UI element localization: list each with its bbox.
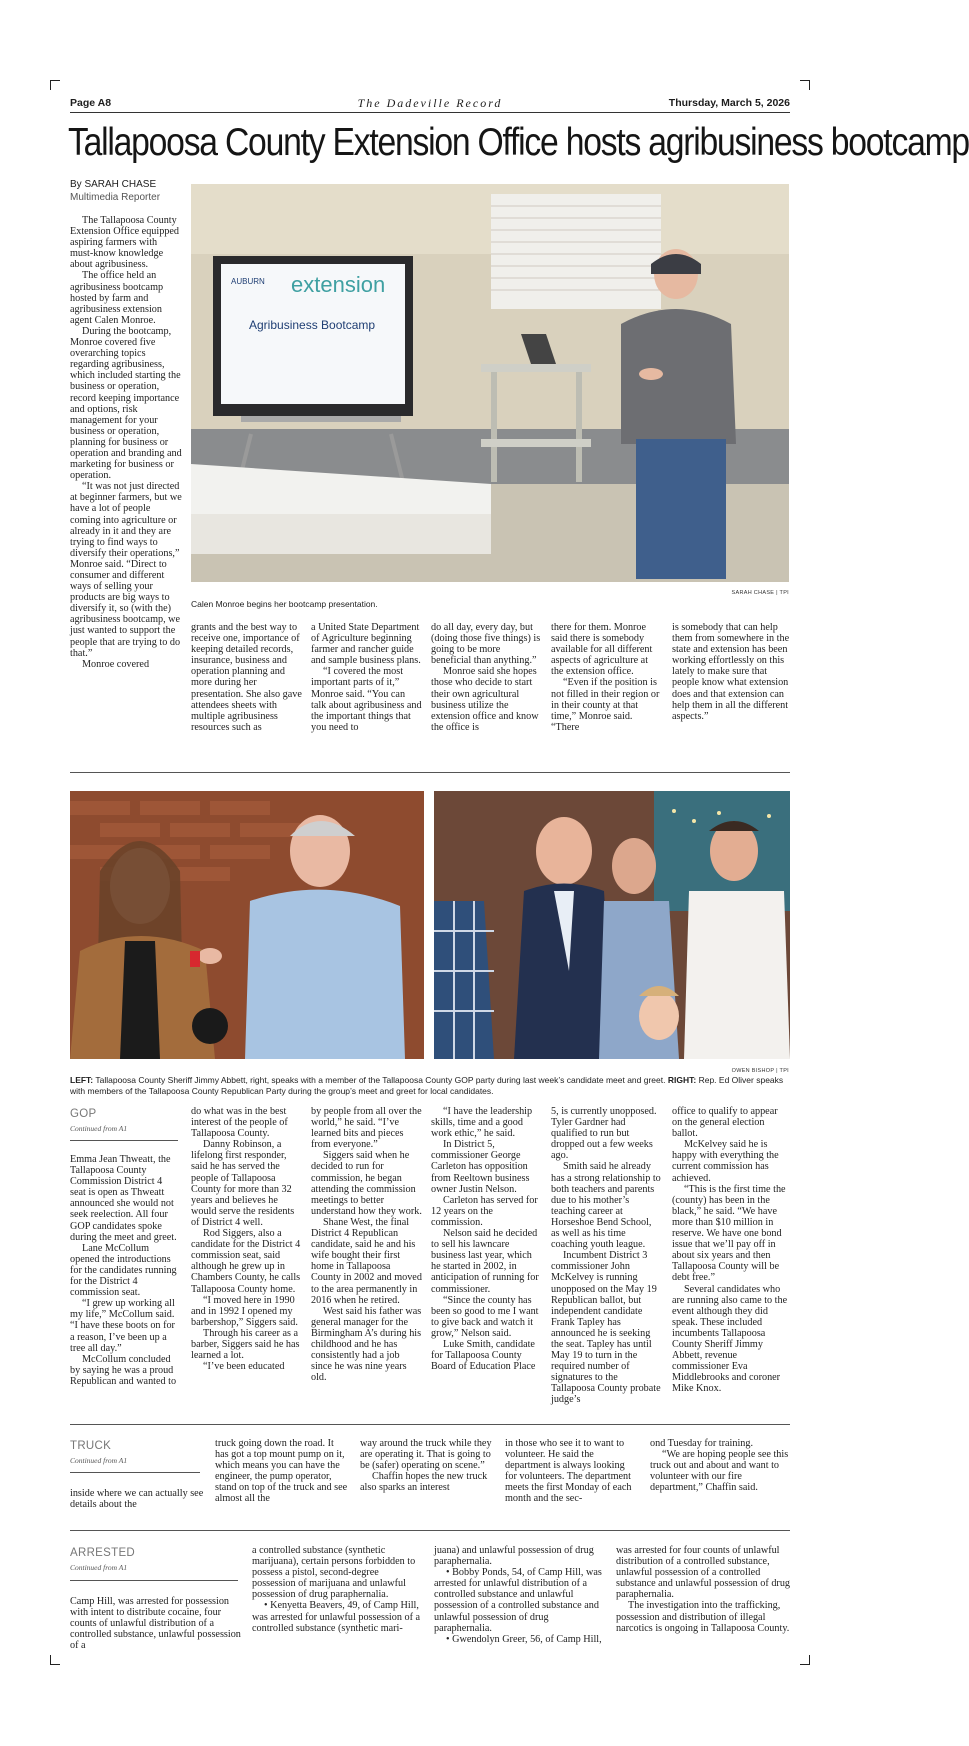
gop-jump-continued: Continued from A1 [70,1124,128,1133]
issue-date: Thursday, March 5, 2026 [668,97,790,109]
gop-paragraph: Shane West, the final District 4 Republican candidate, said he and his wife bought their first home in Tallapoosa County in 2002 and moved to the area permanently in 2016 when he retired. [311,1216,422,1306]
truck-jump-continued: Continued from A1 [70,1456,128,1465]
gop-paragraph: “I moved here in 1990 and in 1992 I opened my barbershop,” Siggers said. [191,1294,298,1328]
gop-jump-rule [70,1140,178,1141]
arrested-column-2 [252,1545,424,1634]
arrested-paragraph: Camp Hill, was arrested for possession with intent to distribute cocaine, four counts of unlawful distribution of a controlled substance, unlawful possession of a [70,1596,241,1652]
gop-column-2 [191,1106,302,1372]
crop-mark-bottom-right [800,1655,810,1665]
gop-paragraph: Luke Smith, candidate for Tallapoosa County Board of Education Place [431,1338,536,1373]
bootcamp-photo-caption: Calen Monroe begins her bootcamp presentation. [191,599,378,609]
article-paragraph: The Tallapoosa County Extension Office equipped aspiring farmers with must-know knowledge about agribusiness. [70,215,180,271]
truck-paragraph: Chaffin hopes the new truck also sparks an interest [360,1471,488,1494]
article-paragraph: “I covered the most important parts of it,” Monroe said. “You can talk about agribusiness and the important things that you need to [311,666,422,733]
gop-left-photo [70,791,424,1059]
arrested-column-4 [616,1545,790,1634]
truck-paragraph: “We are hoping people see this truck out and about and want to volunteer with our fire department,” Chaffin said. [650,1449,789,1494]
gop-paragraph: 5, is currently unopposed. Tyler Gardner had qualified to run but dropped out a few weeks ago. [551,1106,657,1162]
arrested-jump-continued: Continued from A1 [70,1563,128,1572]
article-paragraph: there for them. Monroe said there is somebody available for all different aspects of agriculture at the extension office. [551,622,653,678]
crop-mark-top-left [50,80,60,90]
gop-paragraph: office to qualify to appear on the general election ballot. [672,1106,778,1140]
gop-paragraph: “This is the first time the (county) has been in the black,” he said. “We have more than $10 million in reserve. We have one bond issue that we’ll pay off in about six years and then Tallapoosa County will be debt free.” [672,1183,786,1284]
page-number: Page A8 [70,97,112,109]
section-rule [70,772,790,773]
crop-mark-bottom-left [50,1655,60,1665]
byline-role: Multimedia Reporter [70,192,161,203]
gop-paragraph: do what was in the best interest of the people of Tallapoosa County. [191,1106,288,1140]
truck-jump-rule [70,1472,200,1473]
caption-left-text: Tallapoosa County Sheriff Jimmy Abbett, right, speaks with a member of the Tallapoosa County GOP party during last week’s candidate meet and greet. [95,1075,666,1085]
article-paragraph: do all day, every day, but (doing those five things) is going to be more beneficial than anything.” [431,622,541,667]
folio-rule [70,112,790,113]
gop-paragraph: McCollum concluded by saying he was a proud Republican and wanted to [70,1353,177,1387]
gop-right-photo-illustration [434,791,790,1059]
screen-title-text: Agribusiness Bootcamp [249,318,376,332]
caption-right-text: Rep. Ed Oliver speaks with members of the Tallapoosa County Republican Party during the group’s meet and greet for local candidates. [70,1075,784,1096]
article-paragraph: The office held an agribusiness bootcamp hosted by farm and agribusiness extension agent Calen Monroe. [70,270,164,326]
article-column-2 [191,622,302,733]
gop-paragraph: “I’ve been educated [203,1361,285,1373]
gop-paragraph: by people from all over the world,” he said. “I’ve learned bits and pieces from everyone.” [311,1106,422,1151]
gop-paragraph: McKelvey said he is happy with everything the current commission has achieved. [672,1139,779,1184]
arrested-paragraph: • Kenyetta Beavers, 49, of Camp Hill, was arrested for unlawful possession of a controlled substance (synthetic mari- [252,1600,421,1634]
caption-left-label: LEFT: [70,1075,94,1085]
gop-paragraph: In District 5, commissioner George Carleton has opposition from Reeltown business owner Justin Nelson. [431,1139,530,1195]
truck-jump-head: TRUCK [70,1440,112,1452]
gop-paragraph: Siggers said when he decided to run for commission, he began attending the commission meetings to better understand how they work. [311,1150,422,1217]
gop-left-photo-illustration [70,791,424,1059]
article-column-4 [431,622,542,733]
gop-paragraph: “I grew up working all my life,” McCollum said. “I have these boots on for a reason, I’ve been up a tree all day.” [70,1298,175,1354]
article-paragraph: During the bootcamp, Monroe covered five overarching topics regarding agribusiness, which included starting the business or operation, record keeping importance and options, risk management for your business or operation, planning for business or operation and branding and marketing for business or operation. [70,325,182,482]
gop-paragraph: Several candidates who are running also came to the event although they did speak. These included incumbents Tallapoosa County Sheriff Jimmy Abbett, revenue commissioner Eva Middlebrooks and coroner Mike Knox. [672,1283,788,1395]
truck-paragraph: in those who see it to want to volunteer. He said the department is always looking for volunteers. The department meets the first Monday of each month and the sec- [505,1438,632,1505]
crop-mark-top-right [800,80,810,90]
gop-photo-credit: OWEN BISHOP | TPI [731,1068,789,1074]
truck-paragraph: way around the truck while they are operating it. That is going to be (safer) operating on scene.” [360,1438,492,1472]
article-paragraph: grants and the best way to receive one, importance of keeping detailed records, insurance, business and operation planning and more during her presentation. She also gave attendees sheets with multiple agribusiness resources such as [191,622,302,733]
gop-jump-head: GOP [70,1108,97,1120]
arrested-paragraph: The investigation into the trafficking, possession and distribution of illegal narcotics is ongoing in Tallapoosa County. [616,1600,790,1634]
bootcamp-photo-illustration [191,184,789,582]
gop-paragraph: Danny Robinson, a lifelong first responder, said he has served the people of Tallapoosa County for more than 32 years and believes he would serve the residents of District 4 well. [191,1139,295,1228]
gop-paragraph: Through his career as a barber, Siggers said he has learned a lot. [191,1327,300,1362]
arrested-paragraph: a controlled substance (synthetic marijuana), certain persons forbidden to possess a pistol, second-degree possession of marijuana and unlawful possession of drug paraphernalia. [252,1545,416,1601]
newspaper-name: The Dadeville Record [357,96,503,110]
article-column-1 [70,215,182,670]
article-paragraph: “It was not just directed at beginner farmers, but we have a lot of people coming into agriculture or already in it and they are trying to find ways to diversify their operations,” Monroe said. “Direct to consumer and different ways of selling your products are big ways to diversify it, so (with the) agribusiness bootcamp, we just wanted to support the people that are trying to do that.” [70,481,182,659]
article-paragraph: Monroe said she hopes those who decide to start their own agricultural business utilize the extension office and know the office is [431,666,539,733]
gop-column-6 [672,1106,790,1394]
gop-paragraph: West said his father was general manager for the Birmingham A’s during his childhood and he has consistently had a job since he was nine years old. [311,1305,422,1384]
truck-paragraph: truck going down the road. It has got a top mount pump on it, which means you can have the engineer, the pump operator, stand on top of the truck and see almost all the [215,1438,348,1505]
gop-paragraph: Smith said he already has a strong relationship to both teachers and parents due to his mother’s teaching career at Horseshoe Bend School, as well as his time coaching youth league. [551,1161,661,1251]
article-column-6 [672,622,790,722]
gop-column-4 [431,1106,542,1372]
arrested-column-3 [434,1545,606,1645]
gop-paragraph: Lane McCollum opened the introductions for the candidates running for the District 4 commission seat. [70,1242,177,1299]
arrested-jump-rule [70,1580,238,1581]
arrested-paragraph: juana) and unlawful possession of drug paraphernalia. [434,1545,594,1568]
article-headline: Tallapoosa County Extension Office hosts agribusiness bootcamp [68,121,969,164]
caption-right-label: RIGHT: [667,1075,697,1085]
gop-paragraph: Nelson said he decided to sell his lawncare business last year, which he started in 2002, in anticipation of running for commissioner. [431,1228,539,1295]
gop-photo-caption [70,1075,790,1097]
section-rule [70,1530,790,1531]
gop-column-5 [551,1106,662,1406]
gop-paragraph: Emma Jean Thweatt, the Tallapoosa County Commission District 4 seat is open as Thweatt announced she would not seek reelection. All four GOP candidates spoke during the meet and greet. [70,1154,177,1243]
truck-column-3 [360,1438,493,1493]
arrested-paragraph: was arrested for four counts of unlawful distribution of a controlled substance, unlawful possession of a controlled substance and unlawful possession of drug paraphernalia. [616,1545,791,1601]
truck-column-1 [70,1488,204,1510]
screen-auburn-text: AUBURN [231,277,265,286]
article-column-5 [551,622,662,733]
article-paragraph: “Even if the position is not filled in their region or in their county at that time,” Monroe said. “There [551,677,660,733]
gop-paragraph: “I have the leadership skills, time and a good work ethic,” he said. [431,1106,533,1140]
truck-column-4 [505,1438,638,1505]
truck-column-2 [215,1438,348,1505]
article-paragraph: Monroe covered [82,658,150,670]
byline [70,178,160,204]
arrested-column-1 [70,1596,242,1651]
gop-paragraph: “Since the county has been so good to me I want to give back and watch it grow,” Nelson said. [431,1294,539,1339]
article-paragraph: a United State Department of Agriculture beginning farmer and rancher guide and sample business plans. [311,622,421,667]
bootcamp-photo-credit: SARAH CHASE | TPI [731,590,789,596]
gop-column-3 [311,1106,422,1383]
truck-column-5 [650,1438,790,1493]
gop-column-1 [70,1154,180,1387]
truck-paragraph: inside where we can actually see details about the [70,1488,204,1511]
section-rule [70,1424,790,1425]
gop-paragraph: Incumbent District 3 commissioner John McKelvey is running unopposed on the May 19 Republican ballot, but independent candidate Frank Tapley has announced he is seeking the seat. Tapley has until May 19 to turn in the required number of signatures to the Tallapoosa County probate judge’s [551,1250,661,1406]
gop-right-photo [434,791,790,1059]
article-paragraph: is somebody that can help them from somewhere in the state and extension has been working effortlessly on this lately to make sure that people know what extension does and that extension can help them in all the different aspects.” [672,622,790,722]
article-column-3 [311,622,422,733]
arrested-paragraph: • Gwendolyn Greer, 56, of Camp Hill, [446,1633,602,1645]
bootcamp-photo [191,184,789,582]
arrested-paragraph: • Bobby Ponds, 54, of Camp Hill, was arrested for unlawful distribution of a controlled substance and unlawful possession of a controlled substance and unlawful possession of drug paraphernalia. [434,1567,602,1634]
arrested-jump-head: ARRESTED [70,1547,136,1559]
screen-extension-text: extension [291,272,386,297]
gop-paragraph: Rod Siggers, also a candidate for the District 4 commission seat, said although he grew up in Chambers County, he calls Tallapoosa County home. [191,1228,301,1295]
truck-paragraph: ond Tuesday for training. [650,1438,754,1449]
byline-author: By SARAH CHASE [70,179,157,190]
gop-paragraph: Carleton has served for 12 years on the commission. [431,1194,538,1228]
